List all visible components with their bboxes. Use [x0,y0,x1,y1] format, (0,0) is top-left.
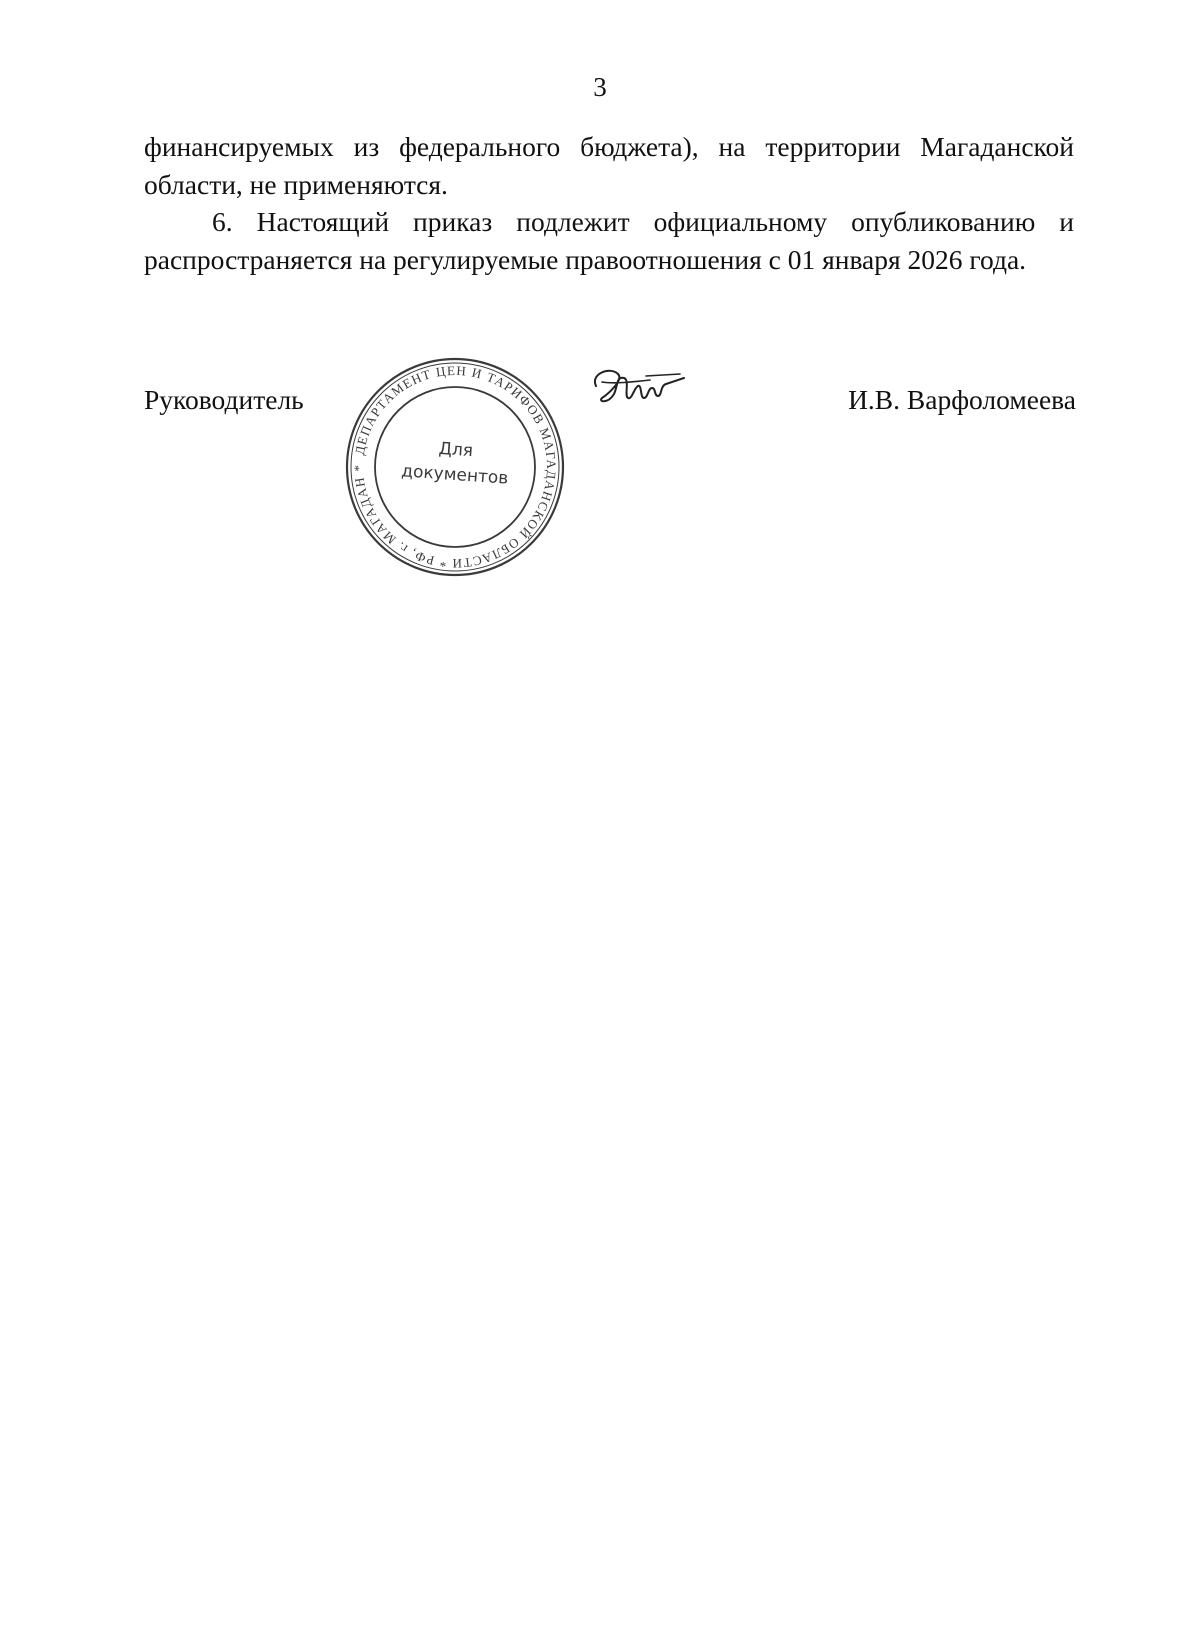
official-stamp [340,352,570,582]
signatory-role: Руководитель [144,384,304,415]
signatory-name: И.В. Варфоломеева [848,384,1076,415]
page-number: 3 [593,72,607,102]
signature-graphic [588,364,688,414]
handwritten-signature [588,364,688,414]
text-line: распространяется на регулируемые правоотношения с 01 января 2026 года. [144,243,1027,275]
paragraph-item-6 [144,203,1074,278]
document-body [144,128,1074,278]
paragraph-continuation [144,128,1074,203]
text-line: 6. Настоящий приказ подлежит официальному опубликованию и [212,206,1074,237]
stamp-center-line1: Для [437,438,474,462]
stamp-center-line2: документов [400,461,509,489]
text-line: финансируемых из федерального бюджета), на территории Магаданской [144,131,1074,162]
text-line: области, не применяются. [144,168,448,200]
stamp-ring-text: ДЕПАРТАМЕНТ ЦЕН И ТАРИФОВ МАГАДАНСКОЙ ОБЛАСТИ * РФ, г. МАГАДАН * [350,362,560,572]
stamp-graphic [340,352,570,582]
